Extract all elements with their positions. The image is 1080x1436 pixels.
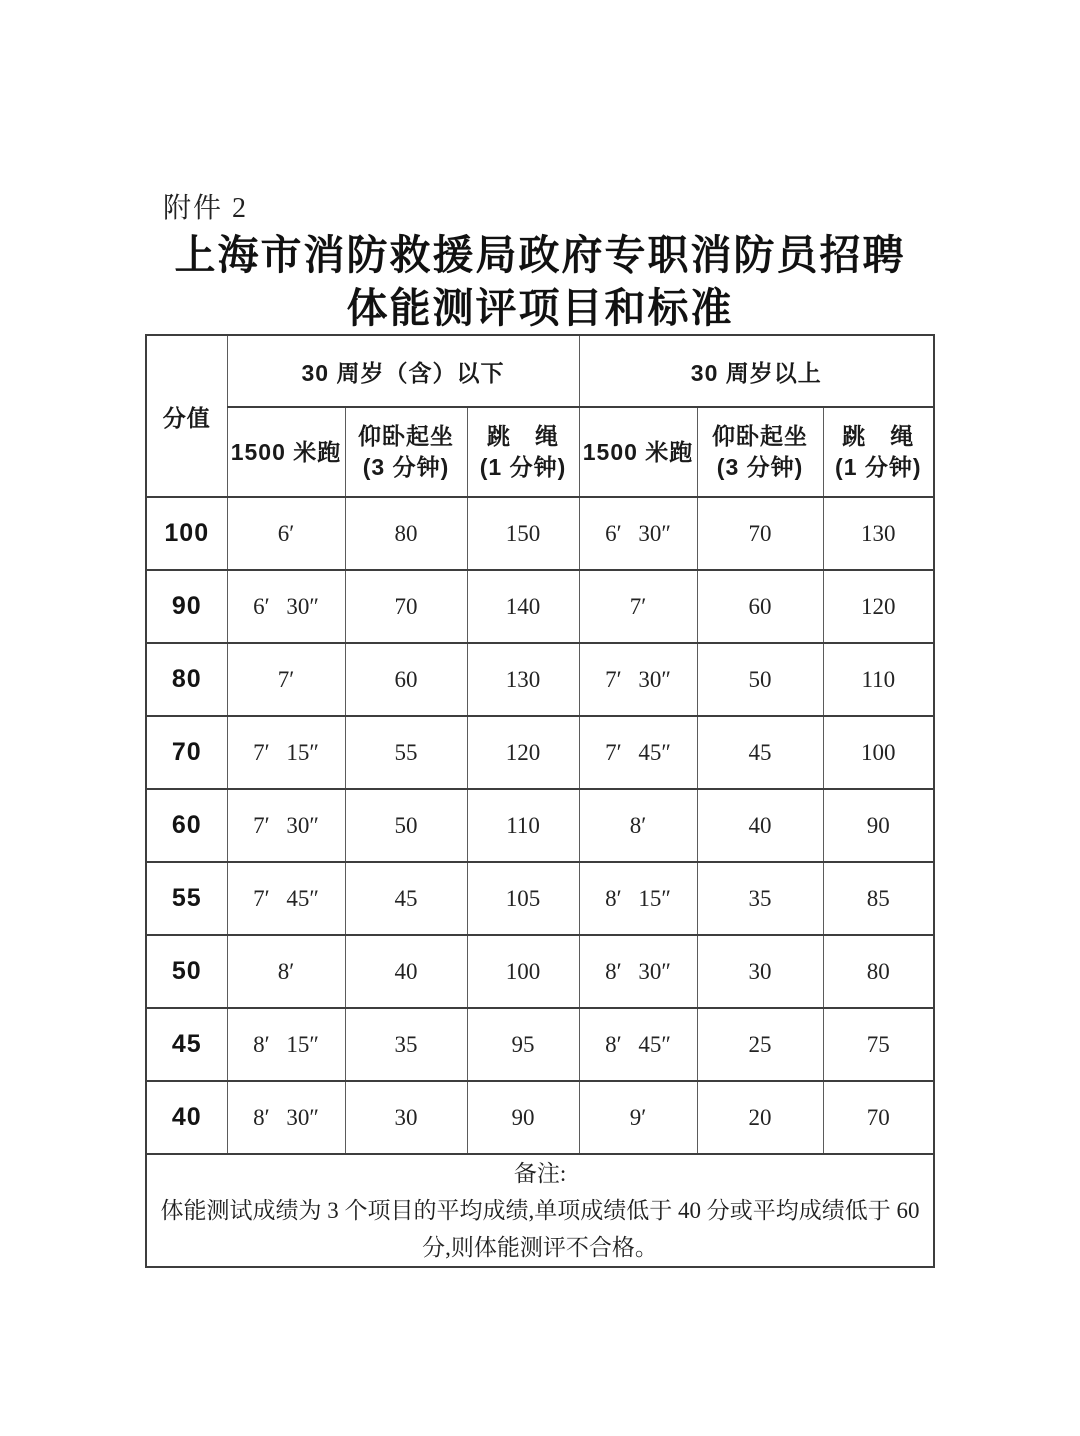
data-cell bbox=[345, 789, 467, 862]
data-cell bbox=[345, 1008, 467, 1081]
event-header-run-right bbox=[579, 407, 697, 497]
data-cell bbox=[697, 1081, 823, 1154]
cell-value: 30 bbox=[394, 1104, 418, 1130]
note-label: 备注: bbox=[513, 1161, 567, 1186]
event-header-rope-left bbox=[467, 407, 579, 497]
cell-value: 140 bbox=[505, 593, 541, 619]
event-header-rope-left-line1: 跳 绳 bbox=[487, 423, 560, 449]
table-row-score-60 bbox=[146, 789, 934, 862]
data-cell bbox=[345, 935, 467, 1008]
cell-value: 8′ bbox=[629, 812, 647, 838]
score-value: 80 bbox=[171, 665, 202, 693]
data-cell bbox=[579, 1081, 697, 1154]
score-value: 90 bbox=[171, 592, 202, 620]
data-cell bbox=[579, 497, 697, 570]
cell-value: 70 bbox=[866, 1104, 890, 1130]
document-title-line2: 体能测评项目和标准 bbox=[346, 285, 734, 331]
cell-value: 70 bbox=[748, 520, 772, 546]
event-header-rope-left-line2: (1 分钟) bbox=[479, 454, 567, 480]
score-value: 100 bbox=[164, 519, 210, 547]
cell-value: 95 bbox=[511, 1031, 535, 1057]
cell-value: 130 bbox=[861, 520, 896, 546]
table-row-score-80 bbox=[146, 643, 934, 716]
cell-value: 120 bbox=[505, 739, 541, 765]
cell-value: 20 bbox=[748, 1104, 772, 1130]
cell-value: 6′ 30″ bbox=[605, 520, 671, 546]
data-cell bbox=[579, 570, 697, 643]
cell-value: 7′ 45″ bbox=[605, 739, 671, 765]
cell-value: 100 bbox=[861, 739, 896, 765]
data-cell bbox=[345, 716, 467, 789]
event-header-run-left bbox=[227, 407, 345, 497]
cell-value: 6′ bbox=[277, 520, 295, 546]
cell-value: 40 bbox=[394, 958, 418, 984]
document-title-line1: 上海市消防救援局政府专职消防员招聘 bbox=[174, 232, 906, 278]
data-cell bbox=[467, 643, 579, 716]
fitness-standards-table bbox=[145, 334, 935, 1268]
note-row bbox=[146, 1154, 934, 1267]
cell-value: 130 bbox=[505, 666, 541, 692]
data-cell bbox=[227, 570, 345, 643]
data-cell bbox=[467, 1008, 579, 1081]
score-cell bbox=[146, 643, 227, 716]
table-row-score-55 bbox=[146, 862, 934, 935]
cell-value: 6′ 30″ bbox=[253, 593, 319, 619]
cell-value: 8′ 15″ bbox=[253, 1031, 319, 1057]
score-cell bbox=[146, 789, 227, 862]
cell-value: 100 bbox=[505, 958, 541, 984]
event-header-situp-right bbox=[697, 407, 823, 497]
data-cell bbox=[467, 1081, 579, 1154]
table-row-score-40 bbox=[146, 1081, 934, 1154]
data-cell bbox=[697, 570, 823, 643]
data-cell bbox=[579, 1008, 697, 1081]
data-cell bbox=[227, 935, 345, 1008]
data-cell bbox=[579, 789, 697, 862]
table-row-score-90 bbox=[146, 570, 934, 643]
cell-value: 7′ 30″ bbox=[253, 812, 319, 838]
table-row-score-100 bbox=[146, 497, 934, 570]
header-row-events bbox=[146, 407, 934, 497]
data-cell bbox=[697, 1008, 823, 1081]
score-cell bbox=[146, 497, 227, 570]
header-row-age-groups bbox=[146, 335, 934, 407]
cell-value: 30 bbox=[748, 958, 772, 984]
cell-value: 8′ 30″ bbox=[605, 958, 671, 984]
cell-value: 7′ 30″ bbox=[605, 666, 671, 692]
data-cell bbox=[227, 497, 345, 570]
score-cell bbox=[146, 1081, 227, 1154]
data-cell bbox=[467, 789, 579, 862]
event-header-situp-left-line1: 仰卧起坐 bbox=[358, 423, 454, 449]
cell-value: 7′ 15″ bbox=[253, 739, 319, 765]
data-cell bbox=[697, 862, 823, 935]
data-cell bbox=[823, 497, 934, 570]
event-header-situp-right-line2: (3 分钟) bbox=[716, 454, 804, 480]
data-cell bbox=[467, 570, 579, 643]
event-header-rope-right-line1: 跳 绳 bbox=[842, 423, 915, 449]
data-cell bbox=[467, 862, 579, 935]
data-cell bbox=[823, 643, 934, 716]
data-cell bbox=[823, 789, 934, 862]
event-header-situp-left bbox=[345, 407, 467, 497]
score-value: 40 bbox=[171, 1103, 202, 1131]
data-cell bbox=[697, 497, 823, 570]
cell-value: 9′ bbox=[629, 1104, 647, 1130]
cell-value: 25 bbox=[748, 1031, 772, 1057]
score-value: 50 bbox=[171, 957, 202, 985]
data-cell bbox=[823, 1081, 934, 1154]
data-cell bbox=[227, 1008, 345, 1081]
cell-value: 8′ 30″ bbox=[253, 1104, 319, 1130]
cell-value: 35 bbox=[394, 1031, 418, 1057]
attachment-label: 附件 2 bbox=[163, 193, 249, 224]
event-header-situp-right-line1: 仰卧起坐 bbox=[712, 423, 809, 449]
cell-value: 7′ bbox=[629, 593, 647, 619]
data-cell bbox=[697, 789, 823, 862]
data-cell bbox=[345, 1081, 467, 1154]
data-cell bbox=[579, 862, 697, 935]
score-cell bbox=[146, 1008, 227, 1081]
event-header-situp-left-line2: (3 分钟) bbox=[362, 454, 450, 480]
age-group-under30-header: 30 周岁（含）以下 bbox=[301, 359, 505, 386]
cell-value: 45 bbox=[748, 739, 772, 765]
cell-value: 40 bbox=[748, 812, 772, 838]
age-group-under30-header-cell bbox=[227, 335, 579, 407]
cell-value: 120 bbox=[861, 593, 896, 619]
cell-value: 75 bbox=[866, 1031, 890, 1057]
score-column-header: 分值 bbox=[162, 404, 211, 431]
event-header-rope-right-line2: (1 分钟) bbox=[835, 454, 922, 480]
cell-value: 85 bbox=[866, 885, 890, 911]
cell-value: 70 bbox=[394, 593, 418, 619]
cell-value: 80 bbox=[866, 958, 890, 984]
age-group-over30-header-cell bbox=[579, 335, 934, 407]
data-cell bbox=[345, 570, 467, 643]
cell-value: 150 bbox=[505, 520, 541, 546]
data-cell bbox=[823, 1008, 934, 1081]
cell-value: 80 bbox=[394, 520, 418, 546]
event-header-run-left-label: 1500 米跑 bbox=[230, 438, 342, 465]
cell-value: 105 bbox=[505, 885, 541, 911]
cell-value: 8′ bbox=[277, 958, 295, 984]
score-value: 60 bbox=[171, 811, 202, 839]
cell-value: 8′ 15″ bbox=[605, 885, 671, 911]
data-cell bbox=[823, 570, 934, 643]
note-cell bbox=[146, 1154, 934, 1267]
data-cell bbox=[227, 716, 345, 789]
cell-value: 110 bbox=[506, 812, 540, 838]
data-cell bbox=[345, 497, 467, 570]
document-title bbox=[0, 229, 1080, 335]
score-value: 45 bbox=[171, 1030, 202, 1058]
data-cell bbox=[823, 862, 934, 935]
data-cell bbox=[823, 935, 934, 1008]
data-cell bbox=[227, 643, 345, 716]
data-cell bbox=[467, 716, 579, 789]
age-group-over30-header: 30 周岁以上 bbox=[690, 359, 822, 386]
score-cell bbox=[146, 935, 227, 1008]
cell-value: 50 bbox=[748, 666, 772, 692]
data-cell bbox=[823, 716, 934, 789]
cell-value: 110 bbox=[861, 666, 896, 692]
data-cell bbox=[697, 935, 823, 1008]
data-cell bbox=[579, 716, 697, 789]
score-column-header-cell bbox=[146, 335, 227, 497]
data-cell bbox=[467, 935, 579, 1008]
table-row-score-50 bbox=[146, 935, 934, 1008]
score-value: 70 bbox=[171, 738, 202, 766]
data-cell bbox=[345, 862, 467, 935]
data-cell bbox=[227, 1081, 345, 1154]
event-header-run-right-label: 1500 米跑 bbox=[582, 438, 694, 465]
cell-value: 8′ 45″ bbox=[605, 1031, 671, 1057]
cell-value: 45 bbox=[394, 885, 418, 911]
data-cell bbox=[345, 643, 467, 716]
data-cell bbox=[227, 862, 345, 935]
cell-value: 50 bbox=[394, 812, 418, 838]
score-cell bbox=[146, 862, 227, 935]
score-value: 55 bbox=[171, 884, 202, 912]
note-text: 体能测试成绩为 3 个项目的平均成绩,单项成绩低于 40 分或平均成绩低于 60 分,则体能测评不合格。 bbox=[160, 1198, 920, 1260]
event-header-rope-right bbox=[823, 407, 934, 497]
table-row-score-45 bbox=[146, 1008, 934, 1081]
cell-value: 7′ 45″ bbox=[253, 885, 319, 911]
cell-value: 55 bbox=[394, 739, 418, 765]
cell-value: 7′ bbox=[277, 666, 295, 692]
cell-value: 90 bbox=[511, 1104, 535, 1130]
cell-value: 60 bbox=[748, 593, 772, 619]
cell-value: 60 bbox=[394, 666, 418, 692]
data-cell bbox=[467, 497, 579, 570]
score-cell bbox=[146, 716, 227, 789]
data-cell bbox=[227, 789, 345, 862]
cell-value: 35 bbox=[748, 885, 772, 911]
data-cell bbox=[579, 643, 697, 716]
cell-value: 90 bbox=[866, 812, 890, 838]
data-cell bbox=[697, 643, 823, 716]
data-cell bbox=[579, 935, 697, 1008]
data-cell bbox=[697, 716, 823, 789]
table-row-score-70 bbox=[146, 716, 934, 789]
score-cell bbox=[146, 570, 227, 643]
